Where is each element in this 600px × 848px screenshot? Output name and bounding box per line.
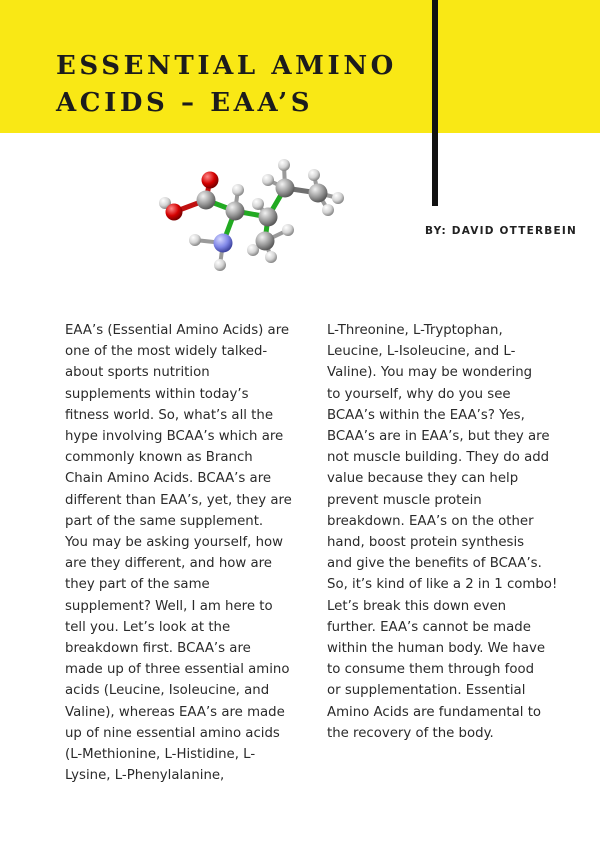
text-line: Amino Acids are fundamental to (327, 704, 542, 720)
text-line: Lysine, L-Phenylalanine, (65, 768, 225, 784)
text-line: they part of the same (65, 577, 210, 593)
text-line: Valine), whereas EAA’s are made (65, 704, 285, 720)
text-line: BCAA’s within the EAA’s? Yes, (327, 407, 525, 423)
body-column-left (65, 320, 301, 786)
text-line: to consume them through food (327, 662, 535, 678)
text-line: So, it’s kind of like a 2 in 1 combo! (327, 577, 558, 593)
text-line: Valine). You may be wondering (327, 365, 533, 381)
text-line: further. EAA’s cannot be made (327, 619, 531, 635)
text-line: and give the benefits of BCAA’s. (327, 556, 542, 572)
text-line: supplement? Well, I am here to (65, 598, 273, 614)
text-line: breakdown first. BCAA’s are (65, 641, 251, 657)
text-line: commonly known as Branch (65, 450, 253, 466)
text-line: fitness world. So, what’s all the (65, 407, 274, 423)
text-line: one of the most widely talked- (65, 344, 268, 360)
text-line: hype involving BCAA’s which are (65, 429, 284, 445)
text-line: prevent muscle protein (327, 492, 482, 508)
text-line: Let’s break this down even (327, 598, 507, 614)
text-line: BCAA’s are in EAA’s, but they are (327, 429, 550, 445)
text-line: EAA’s (Essential Amino Acids) are (65, 323, 290, 338)
page-title (56, 48, 397, 122)
text-line: part of the same supplement. (65, 513, 264, 529)
text-line: You may be asking yourself, how (65, 535, 284, 551)
text-line: tell you. Let’s look at the (65, 619, 231, 635)
text-line: to yourself, why do you see (327, 386, 511, 402)
text-line: made up of three essential amino (65, 662, 290, 678)
text-line: value because they can help (327, 471, 519, 487)
text-line: about sports nutrition (65, 365, 210, 381)
title-line-1: ESSENTIAL AMINO (56, 51, 397, 81)
text-line: are they different, and how are (65, 556, 272, 572)
text-line: up of nine essential amino acids (65, 725, 280, 741)
molecule-icon (148, 150, 358, 272)
text-line: not muscle building. They do add (327, 450, 550, 466)
text-line: supplements within today’s (65, 386, 249, 402)
text-line: (L-Methionine, L-Histidine, L- (65, 747, 256, 763)
author-byline: BY: DAVID OTTERBEIN (425, 225, 577, 237)
text-line: breakdown. EAA’s on the other (327, 513, 534, 529)
text-line: the recovery of the body. (327, 725, 494, 741)
text-line: hand, boost protein synthesis (327, 535, 525, 551)
text-line: or supplementation. Essential (327, 683, 526, 699)
title-line-2: ACIDS – EAA’S (56, 88, 314, 118)
text-line: L-Threonine, L-Tryptophan, (327, 323, 503, 338)
text-line: acids (Leucine, Isoleucine, and (65, 683, 270, 699)
text-line: within the human body. We have (327, 641, 546, 657)
text-line: Leucine, L-Isoleucine, and L- (327, 344, 516, 360)
body-column-right (327, 320, 563, 744)
text-line: Chain Amino Acids. BCAA’s are (65, 471, 272, 487)
vertical-accent-bar (432, 0, 438, 206)
text-line: different than EAA’s, yet, they are (65, 492, 292, 508)
